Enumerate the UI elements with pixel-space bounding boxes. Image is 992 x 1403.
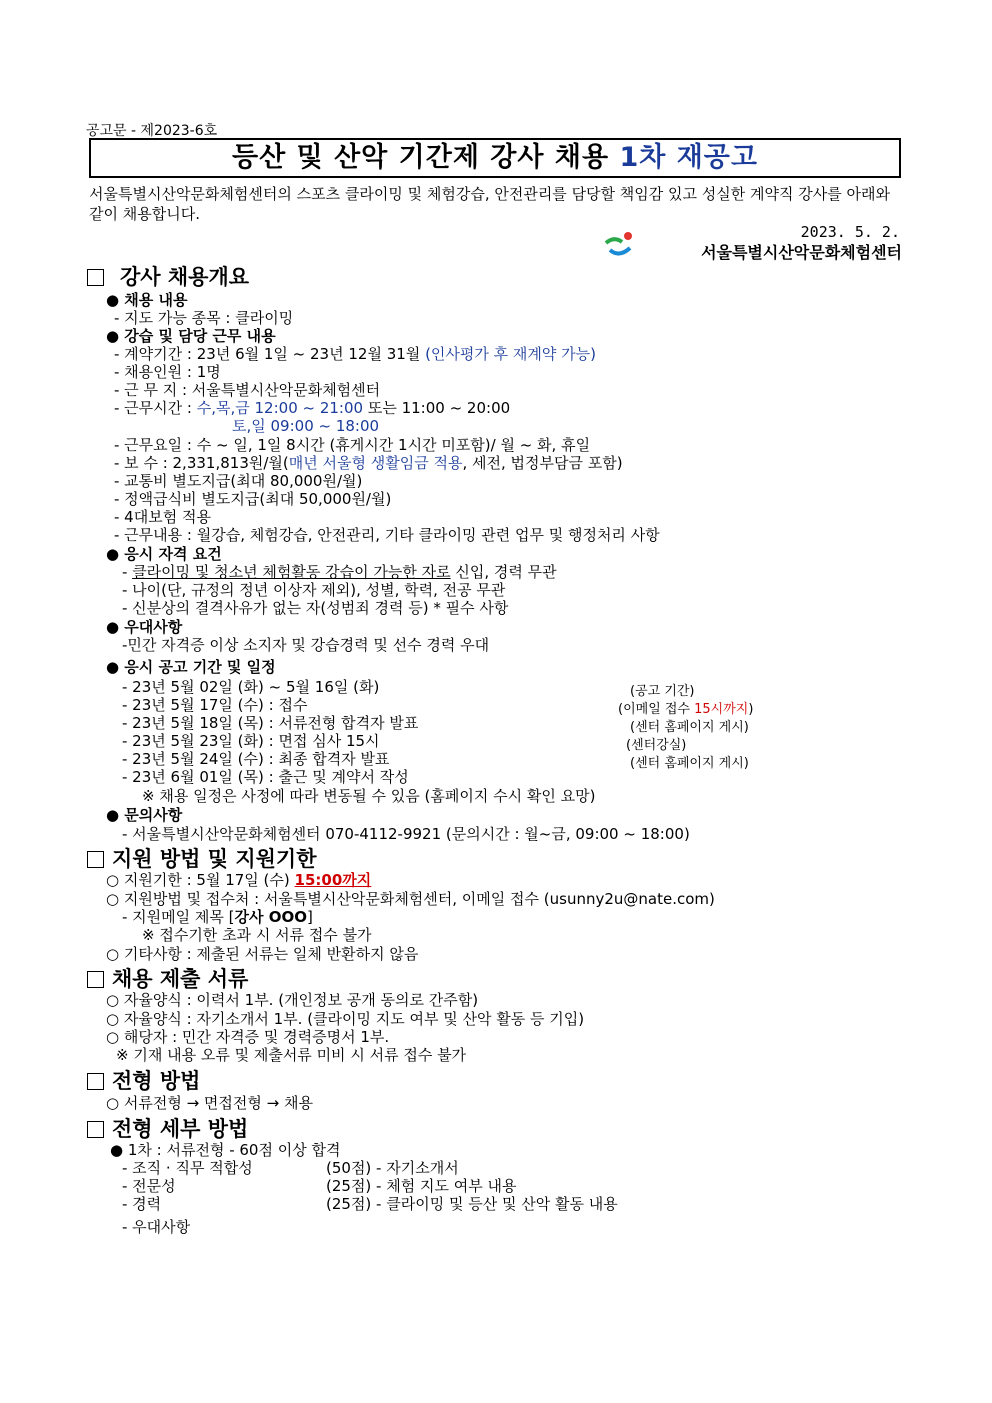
subheading-schedule: ● 응시 공고 기간 및 일정 [106, 658, 276, 676]
criteria-detail: (25점) - 클라이밍 및 등산 및 산악 활동 내용 [326, 1195, 618, 1213]
text-line: - 4대보험 적용 [114, 508, 211, 526]
criteria-label: - 전문성 [122, 1177, 176, 1195]
title-box [89, 138, 901, 178]
text-line: - 교통비 별도지급(최대 80,000원/월) [114, 472, 363, 490]
checkbox-square-icon [87, 269, 104, 286]
schedule-row: - 23년 5월 24일 (수) : 최종 합격자 발표 [122, 750, 390, 768]
page-title: 등산 및 산악 기간제 강사 채용 1차 재공고 [232, 142, 758, 173]
criteria-label: - 조직 · 직무 적합성 [122, 1159, 253, 1177]
section-heading-documents: 채용 제출 서류 [87, 967, 248, 991]
text-line: - 서울특별시산악문화체험센터 070-4112-9921 (문의시간 : 월~금, 09:00 ~ 18:00) [122, 825, 690, 843]
subheading-recruit: ● 채용 내용 [106, 291, 188, 309]
text-line: - 근무시간 : 수,목,금 12:00 ~ 21:00 또는 11:00 ~ 20:00 [114, 399, 511, 417]
schedule-row: - 23년 5월 02일 (화) ~ 5월 16일 (화) [122, 678, 380, 696]
text-line: - 근 무 지 : 서울특별시산악문화체험센터 [114, 381, 381, 399]
text-line: - 정액급식비 별도지급(최대 50,000원/월) [114, 490, 392, 508]
criteria-label: - 경력 [122, 1195, 162, 1213]
text-line: - 신분상의 결격사유가 없는 자(성범죄 경력 등) * 필수 사항 [122, 599, 509, 617]
text-line: ○ 서류전형 → 면접전형 → 채용 [106, 1094, 313, 1112]
text-line: ○ 자율양식 : 이력서 1부. (개인정보 공개 동의로 간주함) [106, 991, 479, 1009]
criteria-label: - 우대사항 [122, 1218, 191, 1236]
section-heading-application: 지원 방법 및 지원기한 [87, 847, 317, 871]
section-heading-overview: 강사 채용개요 [87, 265, 249, 289]
section-heading-screening: 전형 방법 [87, 1069, 200, 1093]
title-highlight: 1차 재공고 [619, 142, 758, 173]
text-line: ○ 지원기한 : 5월 17일 (수) 15:00까지 [106, 871, 372, 889]
criteria-detail: (50점) - 자기소개서 [326, 1159, 459, 1177]
seoul-logo-icon [600, 228, 638, 260]
text-line: ※ 접수기한 초과 시 서류 접수 불가 [142, 926, 372, 944]
text-line: - 나이(단, 규정의 정년 이상자 제외), 성별, 학력, 전공 무관 [122, 581, 506, 599]
schedule-note: (센터 홈페이지 게시) [630, 756, 749, 771]
checkbox-square-icon [87, 851, 104, 868]
schedule-note: (센터 홈페이지 게시) [630, 720, 749, 735]
schedule-row: - 23년 6월 01일 (목) : 출근 및 계약서 작성 [122, 768, 409, 786]
text-line: - 지원메일 제목 [강사 OOO] [122, 908, 313, 926]
schedule-remark: ※ 채용 일정은 사정에 따라 변동될 수 있음 (홈페이지 수시 확인 요망) [142, 787, 596, 805]
checkbox-square-icon [87, 971, 104, 988]
subheading-inquiry: ● 문의사항 [106, 806, 183, 824]
criteria-detail: (25점) - 체험 지도 여부 내용 [326, 1177, 517, 1195]
subheading-preference: ● 우대사항 [106, 618, 183, 636]
notice-number: 공고문 - 제2023-6호 [86, 123, 218, 139]
notice-date: 2023. 5. 2. [800, 223, 900, 241]
organization-name: 서울특별시산악문화체험센터 [701, 243, 902, 262]
text-line: ● 1차 : 서류전형 - 60점 이상 합격 [110, 1141, 341, 1159]
checkbox-square-icon [87, 1073, 104, 1090]
schedule-note: (공고 기간) [630, 684, 695, 699]
text-line: - 채용인원 : 1명 [114, 363, 221, 381]
text-line: ※ 기재 내용 오류 및 제출서류 미비 시 서류 접수 불가 [116, 1046, 467, 1064]
schedule-note: (이메일 접수 15시까지) [618, 702, 754, 717]
text-line: - 클라이밍 및 청소년 체험활동 강습이 가능한 자로 신입, 경력 무관 [122, 563, 557, 581]
schedule-row: - 23년 5월 17일 (수) : 접수 [122, 696, 308, 714]
intro-paragraph: 서울특별시산악문화체험센터의 스포츠 클라이밍 및 체험강습, 안전관리를 담당할 책임감 있고 성실한 계약직 강사를 아래와 같이 채용합니다. [89, 185, 890, 223]
text-line: - 근무내용 : 월강습, 체험강습, 안전관리, 기타 클라이밍 관련 업무 및 행정처리 사항 [114, 526, 660, 544]
text-line: - 보 수 : 2,331,813원/월(매년 서울형 생활임금 적용, 세전, 법정부담금 포함) [114, 454, 623, 472]
checkbox-square-icon [87, 1121, 104, 1138]
text-line: - 근무요일 : 수 ~ 일, 1일 8시간 (휴게시간 1시간 미포함)/ 월 ~ 화, 휴일 [114, 436, 591, 454]
text-line: ○ 자율양식 : 자기소개서 1부. (클라이밍 지도 여부 및 산악 활동 등 기입) [106, 1010, 585, 1028]
schedule-row: - 23년 5월 18일 (목) : 서류전형 합격자 발표 [122, 714, 419, 732]
section-heading-screening-detail: 전형 세부 방법 [87, 1117, 248, 1141]
schedule-row: - 23년 5월 23일 (화) : 면접 심사 15시 [122, 732, 380, 750]
text-line: - 계약기간 : 23년 6월 1일 ~ 23년 12월 31월 (인사평가 후 재계약 가능) [114, 345, 596, 363]
text-line: 토,일 09:00 ~ 18:00 [232, 417, 380, 435]
text-line: ○ 지원방법 및 접수처 : 서울특별시산악문화체험센터, 이메일 접수 (usunny2u@nate.com) [106, 890, 715, 908]
text-line: - 지도 가능 종목 : 클라이밍 [114, 309, 294, 327]
subheading-qualification: ● 응시 자격 요건 [106, 545, 222, 563]
subheading-duties: ● 강습 및 담당 근무 내용 [106, 327, 276, 345]
schedule-note: (센터강실) [626, 738, 687, 753]
text-line: ○ 기타사항 : 제출된 서류는 일체 반환하지 않음 [106, 945, 419, 963]
text-line: ○ 해당자 : 민간 자격증 및 경력증명서 1부. [106, 1028, 390, 1046]
text-line: -민간 자격증 이상 소지자 및 강습경력 및 선수 경력 우대 [122, 636, 490, 654]
